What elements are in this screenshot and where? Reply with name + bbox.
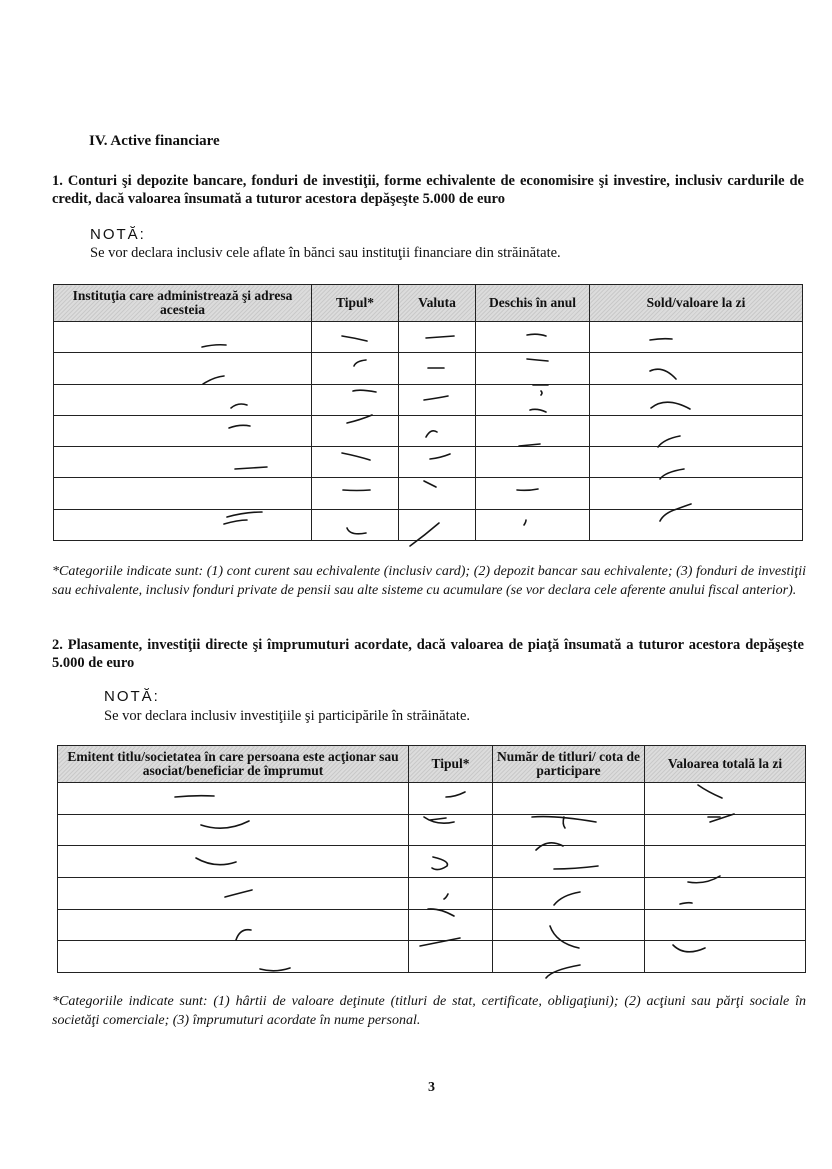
section2-nota-label: NOTĂ: (104, 688, 160, 705)
page-number: 3 (428, 1080, 435, 1095)
investments-col-value: Valoarea totală la zi (645, 746, 806, 783)
table-row (54, 353, 803, 384)
accounts-table (53, 284, 803, 541)
table-row (58, 877, 806, 909)
table-row (54, 415, 803, 446)
section2-heading: 2. Plasamente, investiţii directe şi împrumuturi acordate, dacă valoarea de piaţă însumată a tuturor acestora depăşeşte 5.000 de euro (52, 637, 804, 671)
section1-heading: 1. Conturi şi depozite bancare, fonduri de investiţii, forme echivalente de economisire şi investire, inclusiv cardurile de credit, dacă valoarea însumată a tuturor acestora depăşeşte 5.000 de euro (52, 173, 804, 207)
investments-table (57, 745, 806, 973)
table-row (54, 478, 803, 509)
accounts-col-type: Tipul* (312, 285, 399, 322)
section-title: IV. Active financiare (89, 133, 220, 149)
section2-footnote: *Categoriile indicate sunt: (1) hârtii de valoare deţinute (titluri de stat, certificate, obligaţiuni); (2) acţiuni sau părţi sociale în societăţi comerciale; (3) împrumuturi acordate în nume personal. (52, 994, 806, 1028)
table-row (54, 509, 803, 540)
table-row (54, 384, 803, 415)
table-row (58, 783, 806, 815)
table-row (58, 941, 806, 973)
accounts-col-balance: Sold/valoare la zi (590, 285, 803, 322)
section1-nota-text: Se vor declara inclusiv cele aflate în bănci sau instituţii financiare din străinătate. (90, 245, 561, 261)
section2-nota-text: Se vor declara inclusiv investiţiile şi participările în străinătate. (104, 708, 471, 724)
investments-col-issuer: Emitent titlu/societatea în care persoana este acţionar sau asociat/beneficiar de împrumut (58, 746, 409, 783)
table-row (58, 909, 806, 941)
investments-col-count: Număr de titluri/ cota de participare (493, 746, 645, 783)
table-row (54, 447, 803, 478)
table-row (54, 322, 803, 353)
table-row (58, 814, 806, 846)
table-row (58, 846, 806, 878)
investments-col-type: Tipul* (409, 746, 493, 783)
accounts-col-opened: Deschis în anul (476, 285, 590, 322)
accounts-col-currency: Valuta (399, 285, 476, 322)
section1-nota-label: NOTĂ: (90, 226, 146, 243)
accounts-col-institution: Instituţia care administrează şi adresa acesteia (54, 285, 312, 322)
section1-footnote: *Categoriile indicate sunt: (1) cont curent sau echivalente (inclusiv card); (2) depozit bancar sau echivalente; (3) fonduri de investiţii sau echivalente, inclusiv fonduri private de pensii sau alte sisteme cu acumulare (se vor declara cele aferente anului fiscal anterior). (52, 564, 806, 598)
